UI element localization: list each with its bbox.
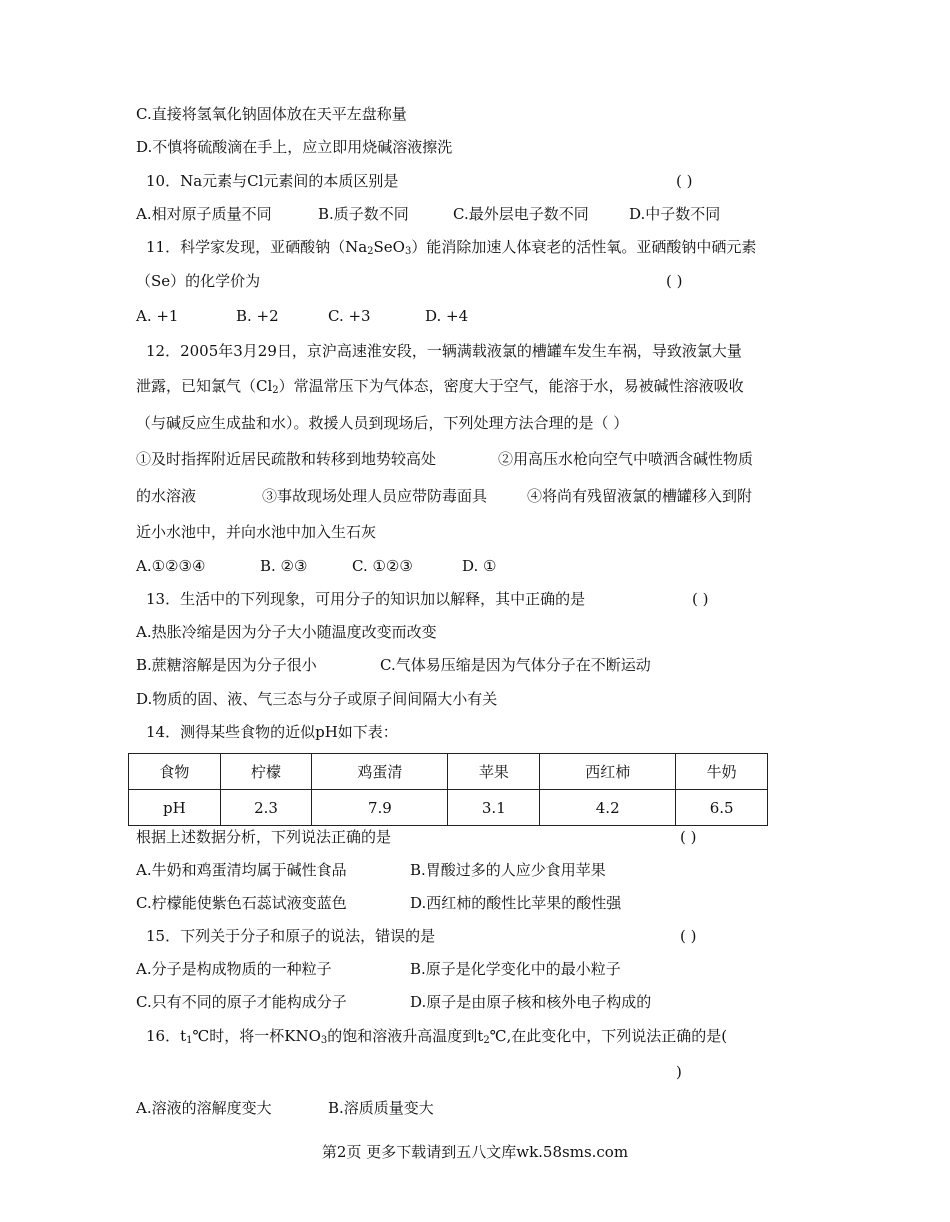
q16-sub-3: 2 — [483, 1035, 490, 1046]
q15-options-ab — [136, 959, 621, 979]
q10-options — [136, 204, 720, 224]
q12-option-b: B. ②③ — [260, 557, 308, 575]
q10-option-d: D.中子数不同 — [629, 205, 721, 223]
table-cell: pH — [129, 790, 221, 826]
table-cell: 2.3 — [220, 790, 312, 826]
table-header-cell: 柠檬 — [220, 754, 312, 790]
q15-option-b: B.原子是化学变化中的最小粒子 — [410, 960, 621, 978]
q16-option-b: B.溶质质量变大 — [328, 1099, 434, 1117]
q14-option-d: D.西红柿的酸性比苹果的酸性强 — [410, 894, 622, 912]
q12-item-3: ③事故现场处理人员应带防毒面具 — [262, 487, 488, 505]
q15-answer-paren: ( ) — [680, 927, 697, 945]
q12-text-a: 泄露，已知氯气（Cl — [136, 377, 273, 395]
q15-options-cd — [136, 992, 651, 1012]
q11-option-d: D. +4 — [425, 307, 469, 325]
table-row — [129, 790, 768, 826]
q12-option-d: D. ① — [462, 557, 497, 575]
q14-options-cd — [136, 893, 621, 913]
q12-item-2: ②用高压水枪向空气中喷洒含碱性物质 — [498, 450, 754, 468]
q12-sub: 2 — [272, 385, 279, 396]
table-cell: 4.2 — [540, 790, 676, 826]
q13-option-d: D.物质的固、液、气三态与分子或原子间间隔大小有关 — [136, 690, 498, 708]
ph-table — [128, 753, 768, 826]
q11-sub-1: 2 — [367, 246, 374, 257]
question-10: 10．Na元素与Cl元素间的本质区别是 — [146, 172, 399, 190]
table-header-cell: 食物 — [129, 754, 221, 790]
q13-option-a: A.热胀冷缩是因为分子大小随温度改变而改变 — [136, 623, 437, 641]
q13-option-c: C.气体易压缩是因为气体分子在不断运动 — [380, 656, 651, 674]
q9-option-c: C.直接将氢氧化钠固体放在天平左盘称量 — [136, 105, 407, 123]
q14-answer-paren: ( ) — [680, 828, 697, 846]
q11-option-a: A. +1 — [136, 307, 179, 325]
q16-text-c: 的饱和溶液升高温度到t — [327, 1027, 484, 1045]
q16-text-b: ℃时，将一杯KNO — [192, 1027, 321, 1045]
q13-option-b: B.蔗糖溶解是因为分子很小 — [136, 656, 317, 674]
table-header-cell: 西红柿 — [540, 754, 676, 790]
q14-option-a: A.牛奶和鸡蛋清均属于碱性食品 — [136, 861, 347, 879]
q11-option-c: C. +3 — [328, 307, 371, 325]
question-12-line-4 — [136, 449, 753, 469]
table-header-cell: 苹果 — [448, 754, 540, 790]
question-11-line-2: （Se）的化学价为 — [136, 272, 261, 290]
page-footer: 第2页 更多下载请到五八文库wk.58sms.com — [321, 1143, 629, 1161]
q10-option-a: A.相对原子质量不同 — [136, 205, 272, 223]
q14-options-ab — [136, 860, 606, 880]
q16-sub-2: 3 — [320, 1035, 328, 1046]
question-11 — [146, 237, 756, 257]
q16-text-d: ℃,在此变化中，下列说法正确的是( — [489, 1027, 728, 1045]
question-14: 14．测得某些食物的近似pH如下表： — [146, 723, 398, 741]
question-14-line-2: 根据上述数据分析，下列说法正确的是 — [136, 828, 392, 846]
q16-sub-1: 1 — [186, 1035, 193, 1046]
q10-answer-paren: ( ) — [676, 172, 693, 190]
q16-answer-paren-close: ) — [676, 1063, 682, 1081]
q13-options-bc — [136, 655, 651, 675]
q15-option-c: C.只有不同的原子才能构成分子 — [136, 993, 347, 1011]
q16-options-ab — [136, 1098, 434, 1118]
q11-text-a: 11．科学家发现，亚硒酸钠（Na — [146, 238, 368, 256]
q11-answer-paren: ( ) — [666, 272, 683, 290]
question-12-line-3: （与碱反应生成盐和水）。救援人员到现场后，下列处理方法合理的是（ ） — [136, 414, 629, 432]
q14-option-b: B.胃酸过多的人应少食用苹果 — [410, 861, 606, 879]
question-12-line-5 — [136, 486, 752, 506]
question-12-line-2 — [136, 376, 744, 396]
question-15: 15．下列关于分子和原子的说法，错误的是 — [146, 927, 436, 945]
question-12-line-6: 近小水池中，并向水池中加入生石灰 — [136, 523, 377, 541]
question-13: 13．生活中的下列现象，可用分子的知识加以解释，其中正确的是 — [146, 590, 586, 608]
q13-answer-paren: ( ) — [692, 590, 709, 608]
table-cell: 7.9 — [312, 790, 448, 826]
q16-option-a: A.溶液的溶解度变大 — [136, 1099, 272, 1117]
q12-text-b: ）常温常压下为气体态，密度大于空气，能溶于水，易被碱性溶液吸收 — [278, 377, 744, 395]
q10-option-b: B.质子数不同 — [318, 205, 409, 223]
q12-item-2-cont: 的水溶液 — [136, 487, 197, 505]
q12-option-c: C. ①②③ — [352, 557, 413, 575]
q10-option-c: C.最外层电子数不同 — [453, 205, 589, 223]
table-header-cell: 牛奶 — [676, 754, 768, 790]
q12-item-4: ④将尚有残留液氯的槽罐移入到附 — [527, 487, 753, 505]
q11-sub-2: 3 — [404, 246, 412, 257]
table-row — [129, 754, 768, 790]
q11-text-c: ）能消除加速人体衰老的活性氧。亚硒酸钠中硒元素 — [411, 238, 757, 256]
q14-option-c: C.柠檬能使紫色石蕊试液变蓝色 — [136, 894, 347, 912]
q9-option-d: D.不慎将硫酸滴在手上，应立即用烧碱溶液擦洗 — [136, 138, 453, 156]
table-header-cell: 鸡蛋清 — [312, 754, 448, 790]
q11-option-b: B. +2 — [236, 307, 279, 325]
table-cell: 3.1 — [448, 790, 540, 826]
q15-option-d: D.原子是由原子核和核外电子构成的 — [410, 993, 652, 1011]
question-12: 12．2005年3月29日，京沪高速淮安段，一辆满载液氯的槽罐车发生车祸，导致液氯大量 — [146, 342, 742, 360]
q16-text-a: 16．t — [146, 1027, 187, 1045]
q15-option-a: A.分子是构成物质的一种粒子 — [136, 960, 332, 978]
q11-options — [136, 306, 468, 326]
question-16 — [146, 1026, 727, 1046]
table-cell: 6.5 — [676, 790, 768, 826]
q12-item-1: ①及时指挥附近居民疏散和转移到地势较高处 — [136, 450, 437, 468]
q11-text-b: SeO — [373, 238, 405, 256]
q12-option-a: A.①②③④ — [136, 557, 206, 575]
q12-options — [136, 556, 496, 576]
